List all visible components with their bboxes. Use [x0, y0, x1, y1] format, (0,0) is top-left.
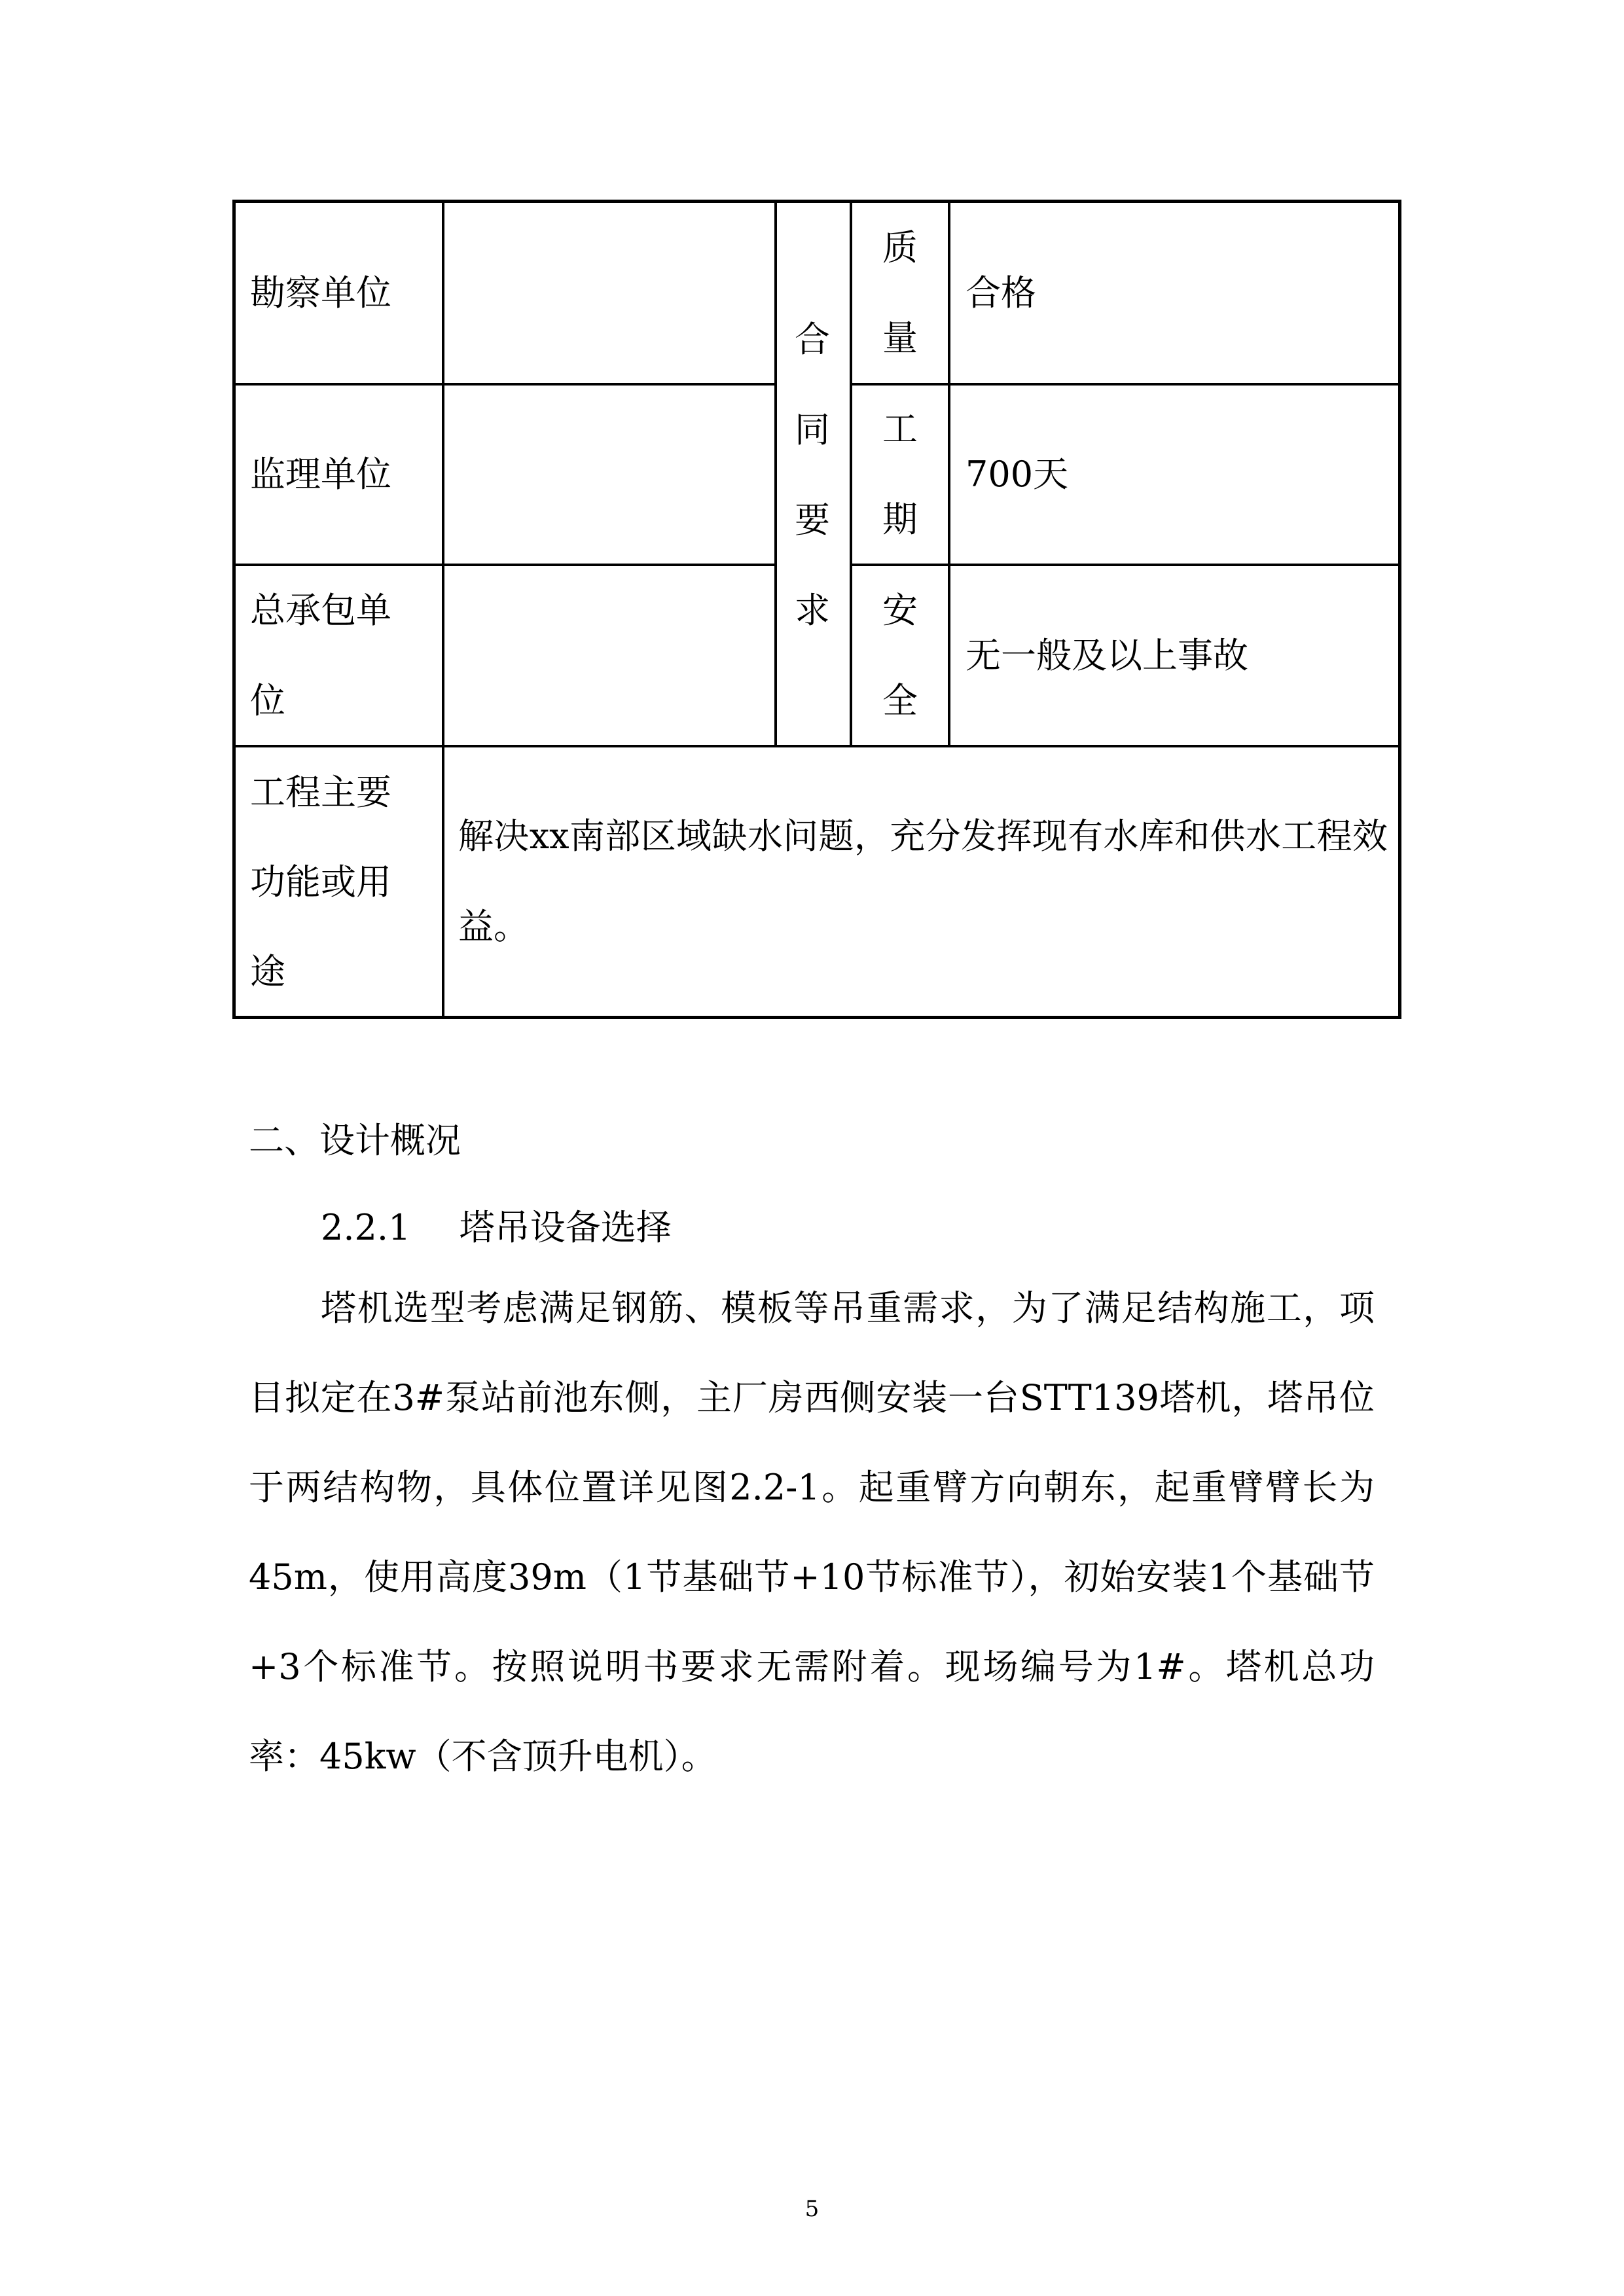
table-divider: [774, 203, 777, 746]
function-value: 解决xx南部区域缺水问题，充分发挥现有水库和供水工程效益。: [458, 816, 1388, 947]
subsection-heading: [321, 1200, 672, 1250]
table-divider: [442, 203, 444, 1016]
contractor-label: 总承包单位: [250, 589, 391, 721]
survey-unit-label: 勘察单位: [250, 272, 391, 314]
safety-value: 无一般及以上事故: [965, 634, 1248, 676]
contract-requirements-label: 合同要求: [795, 319, 830, 631]
supervision-unit-label: 监理单位: [250, 454, 391, 495]
quality-value: 合格: [965, 272, 1036, 314]
safety-label: 安全: [882, 589, 918, 721]
quality-label: 质量: [882, 226, 918, 359]
project-info-table: [232, 200, 1401, 1019]
page-number: 5: [804, 2196, 820, 2222]
subsection-title: 塔吊设备选择: [459, 1207, 672, 1248]
function-label: 工程主要功能或用途: [250, 771, 391, 992]
table-divider: [850, 203, 852, 746]
period-label: 工期: [882, 408, 918, 540]
body-paragraph: 塔机选型考虑满足钢筋、模板等吊重需求，为了满足结构施工，项目拟定在3#泵站前池东侧，主厂房西侧安装一台STT139塔机，塔吊位于两结构物，具体位置详见图2.2-1。起重臂方向朝东，起重臂臂长为45m，使用高度39m（1节基础节+10节标准节），初始安装1个基础节+3个标准节。按照说明书要求无需附着。现场编号为1#。塔机总功率：45kw（不含顶升电机）。: [249, 1287, 1375, 1777]
period-value: 700天: [965, 454, 1069, 495]
subsection-number: 2.2.1: [321, 1207, 411, 1248]
section-heading: 二、设计概况: [249, 1120, 461, 1161]
table-divider: [948, 203, 950, 746]
